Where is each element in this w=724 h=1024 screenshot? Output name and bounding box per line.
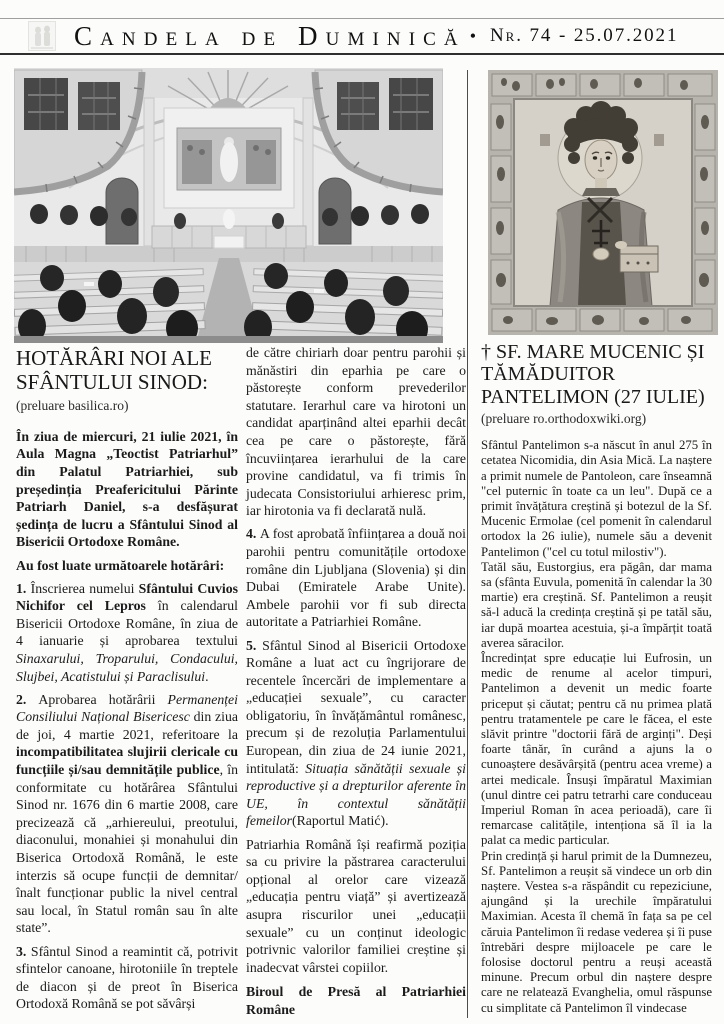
paragraph: 2. Aprobarea hotărârii Permanenței Consiliului Național Bisericesc din ziua de joi, 4 martie 2021, referitoare la incompatibilitatea slujirii clericale cu funcțiile și/sau demnitățile publice, în conformitate cu hotărârea Sfântului Sinod nr. 1676 din 6 martie 2008, care precizează că „arhiereului, preotului, diaconului, monahiei și monahului din Biserica Ortodoxă Română, le este interzis să ocupe funcții de demnitar/înalt funcționar public la nivel central sau local, în Statul român sau în alte state”. — [16, 691, 239, 936]
paragraph: Prin credință și harul primit de la Dumnezeu, Sf. Pantelimon a reușit să vindece un orb din naștere. Vestea s-a răspândit cu repeziciune, ajungând și la urechile împăratului Maximian. Acesta îl chemă în fața sa pe cel căruia Pantelimon îi redase vederea și îi puse întrebări despre mijloacele pe care le folosise doctorul pentru a reuși această minune. Precum orbul din naștere despre care ne relatează Evanghelia, omul răspunse cu simplitate că Pantelimon îl vindecase — [481, 848, 712, 1015]
paragraph: Încredințat spre educație lui Eufrosin, un medic de renume al acelor timpuri, Pantelimon a devenit un medic foarte priceput și căutat; pentru că nu primea plată pentru tratamentele pe care le făcea, el este slăvit printre "doctorii fără de arginți". Deși foarte tânăr, în curând a ajuns la o cunoaștere desăvârșită (pentru acea vreme) a artei medicale. Însuși împăratul Maximian (unul dintre cei patru tetrarhi care conduceau Imperiul Roman în acea perioadă), care îi remarcase calitățile, intenționa să îl ia la palat ca medic particular. — [481, 651, 712, 848]
masthead-logo-icon — [28, 21, 56, 51]
paragraph: 3. Sfântul Sinod a reamintit că, potrivit sfintelor canoane, hirotoniile în treptele de diacon și de preot în Biserica Ortodoxă Română se pot săvârși — [16, 943, 238, 1012]
header-rule — [0, 53, 724, 55]
column-right — [481, 341, 712, 1016]
paragraph: Patriarhia Română își reafirmă poziția sa cu privire la păstrarea caracterului opțional al orelor care vizează „educația pentru viață” și avertizează asupra riscurilor unei „educații sexuale” cu un conținut ideologic potrivnic valorilor familiei creștine și inadecvat vârstei copiilor. — [246, 836, 466, 975]
paragraph: 4. A fost aprobată înființarea a două noi parohii pentru comunitățile ortodoxe române din Ljubljana (Slovenia) și din Dubai (Emiratele Arabe Unite). Ambele parohii vor fi sub directa autoritate a Patriarhiei Române. — [246, 526, 466, 630]
paragraph: Sfântul Pantelimon s-a născut în anul 275 în cetatea Nicomidia, din Asia Mică. La naștere a primit numele de Pantoleon, care înseamnă "cel puternic în toate ca un leu". După ce a primit învățătura creștină și botezul de la Sf. Mucenic Ermolae (cel pomenit în calendarul ortodox la 26 iulie), numele său a devenit Pantelimon ("cel cu totul milostiv"). — [481, 438, 712, 559]
column-divider — [467, 70, 468, 1018]
column-middle — [246, 344, 466, 1024]
top-rule — [0, 18, 724, 19]
paragraph: de către chiriarh doar pentru parohii și mănăstiri din eparhia pe care o păstorește conform prevederilor statutare. Ierarhul care va hirotoni un candidat aparținând altei eparhii decât cea pe care o păstorește, fără încuviințarea ierarhului de la care provine candidatul, va fi trimis în judecata Consistoriului arhieresc prim, iar hirotonia va fi declarată nulă. — [246, 345, 466, 519]
paragraph: În ziua de miercuri, 21 iulie 2021, în Aula Magna „Teoctist Patriarhul” din Palatul Patriarhiei, sub președinția Preafericitului Părinte Patriarh Daniel, s-a desfășurat ședința de lucru a Sfântului Sinod al Bisericii Ortodoxe Române. — [16, 428, 238, 550]
separator-dot-icon: • — [469, 25, 477, 46]
synod-hall-photo-image — [14, 68, 443, 343]
paragraph: Tatăl său, Eustorgius, era păgân, dar mama sa (sfânta Euvula, pomenită în calendar la 30 martie) era creștină. Sf. Pantelimon a reușit să-l aducă la credința creștină și pe tatăl său, iar după moartea acestuia, și-a împărțit toată averea săracilor. — [481, 559, 712, 650]
column-left — [16, 347, 238, 1018]
publication-title: Candela de Duminică — [74, 20, 466, 51]
issue-number: Nr. 74 - 25.07.2021 — [490, 25, 679, 46]
pantelimon-article-body — [481, 438, 712, 1016]
pantelimon-article-source: (preluare ro.orthodoxwiki.org) — [481, 411, 647, 427]
synod-article-source: (preluare basilica.ro) — [16, 397, 129, 413]
paragraph: 1. Înscrierea numelui Sfântului Cuvios Nichifor cel Lepros în calendarul Bisericii Ortodoxe Române, în ziua de 4 ianuarie și aprobarea textului Sinaxarului, Troparului, Condacului, Slujbei, Acatistului și Paraclisului. — [16, 580, 238, 684]
pantelimon-icon-image — [488, 70, 718, 335]
synod-article-title: HOTĂRÂRI NOI ALE SFÂNTULUI SINOD: — [16, 346, 212, 394]
paragraph: Au fost luate următoarele hotărâri: — [16, 557, 225, 573]
paragraph: 5. Sfântul Sinod al Bisericii Ortodoxe Române a luat act cu îngrijorare de recentele încercări de implementare a „educației sexuale”, cu caracter obligatoriu, în învățământul românesc, precum și de rezoluția Parlamentului European, din ziua de 24 iunie 2021, intitulată: Situația sănătății sexuale și reproductive și a drepturilor aferente în UE, în contextul sănătății femeilor(Raportul Matić). — [246, 637, 466, 829]
paragraph: Biroul de Presă al Patriarhiei Române — [246, 984, 466, 1017]
pantelimon-icon-svg — [488, 70, 718, 335]
pantelimon-article-title: † SF. MARE MUCENIC ȘI TĂMĂDUITOR PANTELIMON (27 IULIE) — [481, 341, 705, 408]
synod-article-body-col1 — [16, 428, 238, 1013]
synod-article-body-col2 — [246, 344, 466, 1018]
synod-hall-photo — [14, 68, 443, 343]
masthead — [28, 20, 696, 52]
